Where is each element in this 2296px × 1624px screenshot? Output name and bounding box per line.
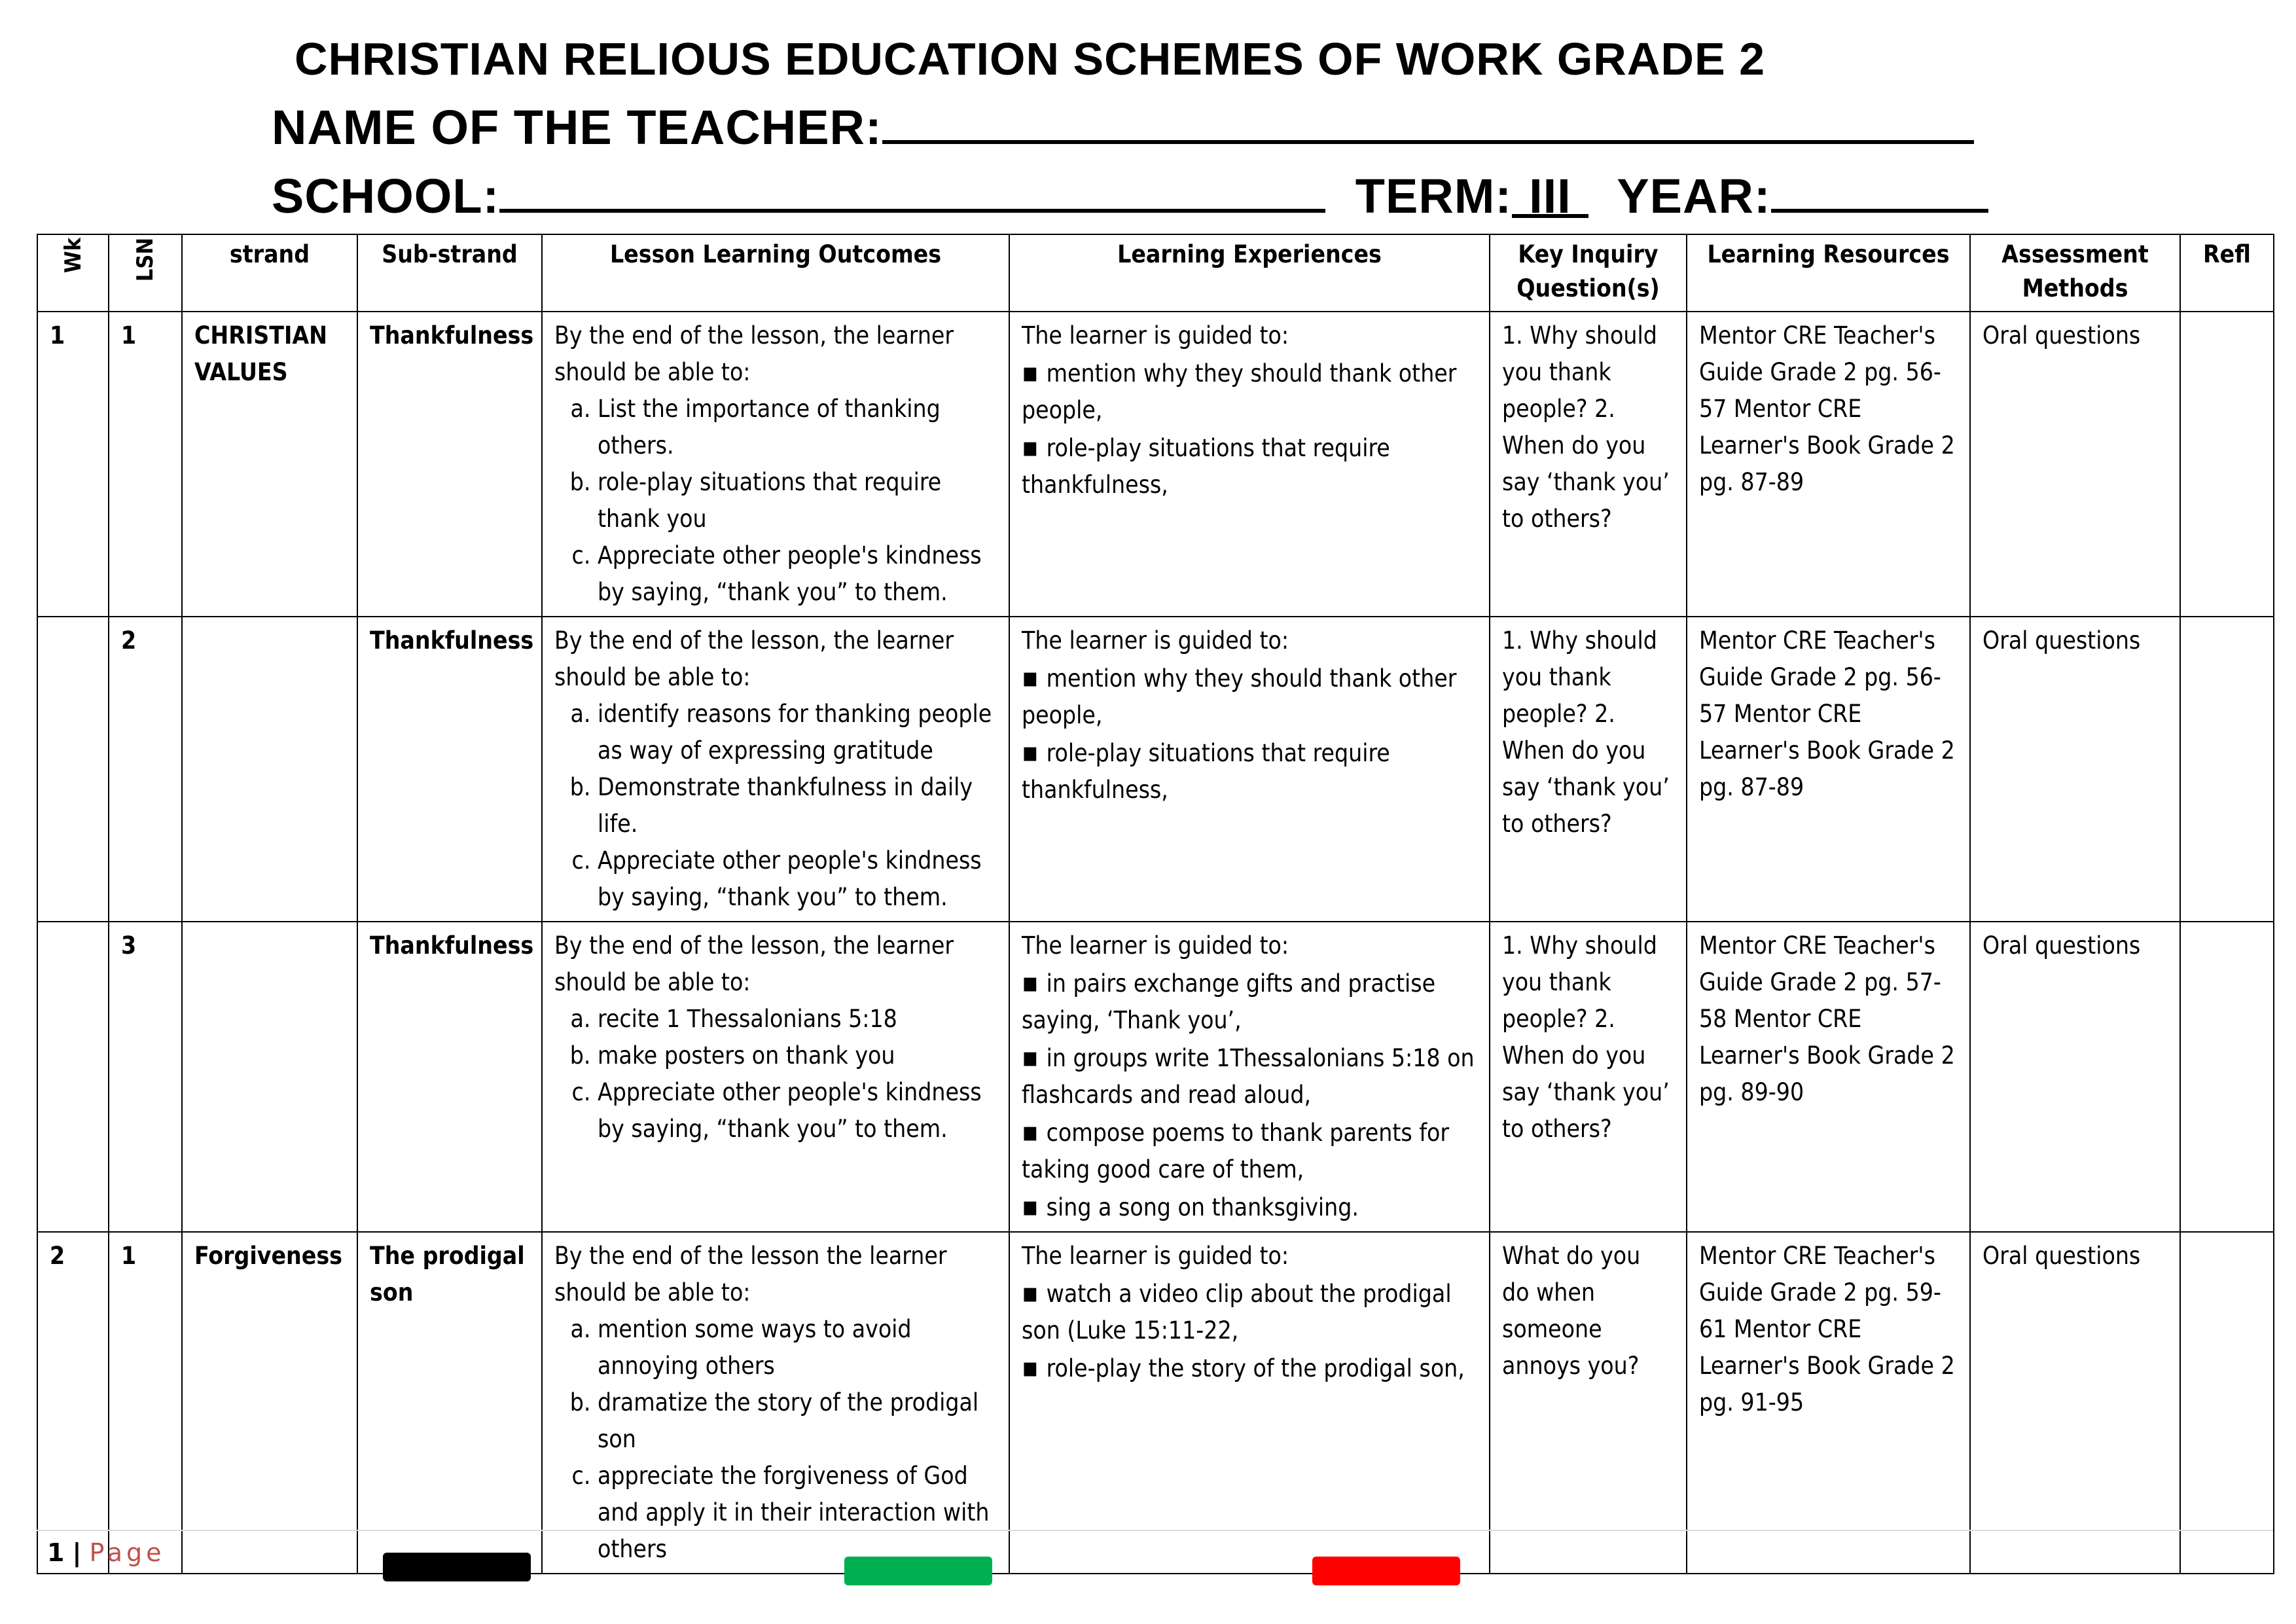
- cell-reflection: [2180, 617, 2274, 922]
- cell-inquiry: 1. Why should you thank people? 2. When do you say ‘thank you’ to others?: [1490, 922, 1687, 1232]
- cell-strand: CHRISTIAN VALUES: [182, 312, 357, 617]
- cell-inquiry: What do you do when someone annoys you?: [1490, 1232, 1687, 1574]
- page-word: Page: [89, 1538, 166, 1567]
- school-term-year-line: [272, 168, 1988, 224]
- experiences-intro: The learner is guided to:: [1022, 626, 1289, 655]
- list-item: a. identify reasons for thanking people as way of expressing gratitude: [598, 696, 997, 769]
- table-header-row: [37, 234, 2274, 312]
- list-item: ▪ in pairs exchange gifts and practise saying, ‘Thank you’,: [1022, 964, 1477, 1039]
- list-item: b. Demonstrate thankfulness in daily life.: [598, 769, 997, 842]
- outcomes-intro: By the end of the lesson, the learner should be able to:: [554, 321, 954, 386]
- cell-assessment: Oral questions: [1970, 922, 2180, 1232]
- experiences-intro: The learner is guided to:: [1022, 321, 1289, 350]
- year-label: YEAR:: [1617, 169, 1771, 223]
- cell-sub-strand: Thankfulness: [357, 922, 542, 1232]
- cell-outcomes: [542, 617, 1009, 922]
- list-item: ▪ sing a song on thanksgiving.: [1022, 1188, 1477, 1226]
- cell-assessment: Oral questions: [1970, 312, 2180, 617]
- outcomes-list: [554, 1001, 997, 1147]
- cell-resources: Mentor CRE Teacher's Guide Grade 2 pg. 56-57 Mentor CRE Learner's Book Grade 2 pg. 87-89: [1687, 312, 1970, 617]
- outcomes-list: [554, 696, 997, 916]
- cell-sub-strand: The prodigal son: [357, 1232, 542, 1574]
- outcomes-list: [554, 391, 997, 611]
- col-header-wk: Wk: [37, 234, 109, 312]
- experiences-intro: The learner is guided to:: [1022, 931, 1289, 960]
- cell-resources: Mentor CRE Teacher's Guide Grade 2 pg. 57-58 Mentor CRE Learner's Book Grade 2 pg. 89-90: [1687, 922, 1970, 1232]
- col-header-sub-strand: Sub-strand: [357, 234, 542, 312]
- cell-lsn: 3: [109, 922, 182, 1232]
- list-item: a. mention some ways to avoid annoying others: [598, 1311, 997, 1384]
- footer-divider: [37, 1530, 2273, 1531]
- list-item: ▪ watch a video clip about the prodigal son (Luke 15:11-22,: [1022, 1274, 1477, 1349]
- list-item: ▪ mention why they should thank other people,: [1022, 354, 1477, 429]
- cell-reflection: [2180, 1232, 2274, 1574]
- cell-experiences: [1009, 617, 1490, 922]
- list-item: c. Appreciate other people's kindness by saying, “thank you” to them.: [598, 537, 997, 611]
- cell-strand: Forgiveness: [182, 1232, 357, 1574]
- list-item: c. appreciate the forgiveness of God and apply it in their interaction with others: [598, 1458, 997, 1568]
- teacher-name-line: [272, 99, 1974, 155]
- outcomes-intro: By the end of the lesson, the learner should be able to:: [554, 931, 954, 996]
- col-header-inquiry: Key Inquiry Question(s): [1490, 234, 1687, 312]
- col-header-reflection: Refl: [2180, 234, 2274, 312]
- experiences-list: [1022, 659, 1477, 808]
- col-header-resources: Learning Resources: [1687, 234, 1970, 312]
- experiences-list: [1022, 1274, 1477, 1387]
- teacher-name-blank: [882, 106, 1974, 144]
- cell-experiences: [1009, 1232, 1490, 1574]
- table-row: [37, 312, 2274, 617]
- cell-wk: [37, 617, 109, 922]
- cell-resources: Mentor CRE Teacher's Guide Grade 2 pg. 59-61 Mentor CRE Learner's Book Grade 2 pg. 91-95: [1687, 1232, 1970, 1574]
- page-number-value: 1: [47, 1538, 65, 1567]
- cell-resources: Mentor CRE Teacher's Guide Grade 2 pg. 56-57 Mentor CRE Learner's Book Grade 2 pg. 87-89: [1687, 617, 1970, 922]
- list-item: b. role-play situations that require thank you: [598, 464, 997, 537]
- list-item: ▪ role-play the story of the prodigal son,: [1022, 1349, 1477, 1387]
- cell-lsn: 2: [109, 617, 182, 922]
- col-header-lsn: LSN: [109, 234, 182, 312]
- experiences-list: [1022, 964, 1477, 1226]
- year-blank: [1771, 175, 1988, 213]
- cell-sub-strand: Thankfulness: [357, 617, 542, 922]
- school-label: SCHOOL:: [272, 169, 500, 223]
- term-label: TERM:: [1355, 169, 1513, 223]
- cell-outcomes: [542, 312, 1009, 617]
- cell-sub-strand: Thankfulness: [357, 312, 542, 617]
- cell-wk: 1: [37, 312, 109, 617]
- cell-experiences: [1009, 922, 1490, 1232]
- list-item: b. make posters on thank you: [598, 1038, 997, 1074]
- cell-assessment: Oral questions: [1970, 1232, 2180, 1574]
- document-title: CHRISTIAN RELIOUS EDUCATION SCHEMES OF WORK GRADE 2: [295, 33, 1766, 84]
- col-header-experiences: Learning Experiences: [1009, 234, 1490, 312]
- cell-wk: 2: [37, 1232, 109, 1574]
- list-item: c. Appreciate other people's kindness by saying, “thank you” to them.: [598, 842, 997, 916]
- col-header-outcomes: Lesson Learning Outcomes: [542, 234, 1009, 312]
- table-row: [37, 617, 2274, 922]
- list-item: ▪ mention why they should thank other people,: [1022, 659, 1477, 734]
- list-item: ▪ compose poems to thank parents for taking good care of them,: [1022, 1113, 1477, 1188]
- term-value: III: [1512, 168, 1588, 218]
- cell-outcomes: [542, 922, 1009, 1232]
- page-number: [47, 1538, 166, 1567]
- teacher-name-label: NAME OF THE TEACHER:: [272, 100, 882, 154]
- cell-lsn: 1: [109, 312, 182, 617]
- table-row: [37, 1232, 2274, 1574]
- page-separator: |: [72, 1538, 82, 1567]
- cell-strand: [182, 922, 357, 1232]
- list-item: ▪ in groups write 1Thessalonians 5:18 on flashcards and read aloud,: [1022, 1039, 1477, 1113]
- list-item: b. dramatize the story of the prodigal son: [598, 1384, 997, 1458]
- scheme-of-work-table: [37, 234, 2274, 1574]
- list-item: ▪ role-play situations that require thankfulness,: [1022, 734, 1477, 808]
- list-item: a. recite 1 Thessalonians 5:18: [598, 1001, 997, 1038]
- cell-experiences: [1009, 312, 1490, 617]
- experiences-intro: The learner is guided to:: [1022, 1242, 1289, 1270]
- col-header-assessment: Assessment Methods: [1970, 234, 2180, 312]
- cell-inquiry: 1. Why should you thank people? 2. When do you say ‘thank you’ to others?: [1490, 312, 1687, 617]
- footer-red-bar: [1312, 1557, 1460, 1585]
- table-row: [37, 922, 2274, 1232]
- cell-assessment: Oral questions: [1970, 617, 2180, 922]
- cell-reflection: [2180, 922, 2274, 1232]
- cell-outcomes: [542, 1232, 1009, 1574]
- col-header-strand: strand: [182, 234, 357, 312]
- footer-green-bar: [844, 1557, 992, 1585]
- list-item: ▪ role-play situations that require thankfulness,: [1022, 429, 1477, 503]
- list-item: c. Appreciate other people's kindness by saying, “thank you” to them.: [598, 1074, 997, 1147]
- outcomes-intro: By the end of the lesson the learner should be able to:: [554, 1242, 947, 1307]
- footer-black-bar: [383, 1553, 531, 1581]
- cell-inquiry: 1. Why should you thank people? 2. When do you say ‘thank you’ to others?: [1490, 617, 1687, 922]
- experiences-list: [1022, 354, 1477, 503]
- cell-strand: [182, 617, 357, 922]
- cell-wk: [37, 922, 109, 1232]
- school-blank: [499, 175, 1325, 213]
- outcomes-intro: By the end of the lesson, the learner should be able to:: [554, 626, 954, 691]
- cell-lsn: 1: [109, 1232, 182, 1574]
- cell-reflection: [2180, 312, 2274, 617]
- list-item: a. List the importance of thanking others.: [598, 391, 997, 464]
